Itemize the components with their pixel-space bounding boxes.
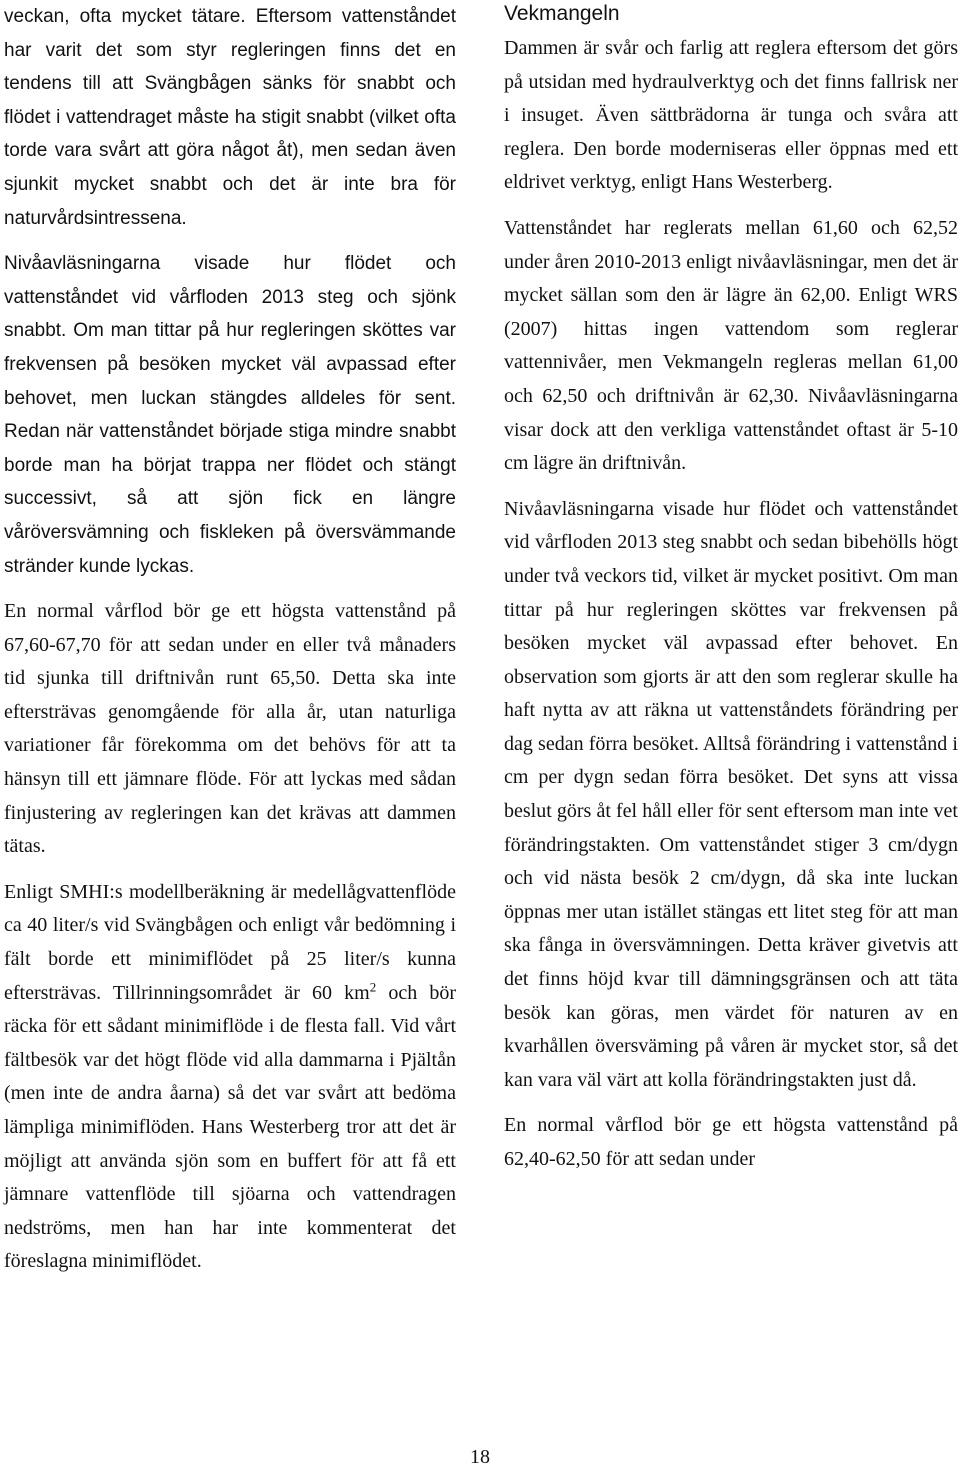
right-paragraph-3: Nivåavläsningarna visade hur flödet och vattenståndet vid vårfloden 2013 steg snabbt och sedan bibehölls högt under två veckors tid, vilket är mycket positivt. Om man tittar på hur regleringen sköttes var frekvensen på besöken mycket väl avpassad efter behovet. En observation som gjorts är att den som reglerar skulle ha haft nytta av att räkna ut vattenståndets förändring per dag sedan förra besöket. Alltså förändring i vattenstånd i cm per dygn sedan förra besöket. Det syns att vissa beslut görs åt fel håll eller för sent eftersom man inte vet förändringstakten. Om vattenståndet stiger 3 cm/dygn och vid nästa besök 2 cm/dygn, då ska inte luckan öppnas mer utan istället stängas ett litet steg för att man ska fånga in översvämningen. Detta kräver givetvis att det finns höjd kvar till dämningsgränsen och att täta besök kan göras, men värdet för naturen av en kvarhållen översväming på våren är mycket stor, så det kan vara väl värt att kolla förändringstakten just då. [504, 497, 958, 1091]
left-paragraph-2: Nivåavläsningarna visade hur flödet och vattenståndet vid vårfloden 2013 steg och sjönk snabbt. Om man tittar på hur regleringen sköttes var frekvensen på besöken mycket väl avpassad efter behovet, men luckan stängdes alldeles för sent. Redan när vattenståndet började stiga mindre snabbt borde man ha börjat trappa ner flödet och stängt successivt, så att sjön fick en längre våröversvämning och fiskleken på översvämmande stränder kunde lyckas. [4, 253, 456, 577]
page-number: 18 [470, 1446, 490, 1468]
left-paragraph-1: veckan, ofta mycket tätare. Eftersom vattenståndet har varit det som styr regleringen finns det en tendens till att Svängbågen sänks för snabbt och flödet i vattendraget måste ha stigit snabbt (vilket ofta torde vara svårt att göra något åt), men sedan även sjunkit mycket snabbt och det är inte bra för naturvårdsintressena. [4, 6, 456, 229]
right-column [504, 0, 958, 1177]
left-paragraph-4 [4, 876, 456, 1279]
left-column [4, 0, 456, 1279]
left-paragraph-3: En normal vårflod bör ge ett högsta vattenstånd på 67,60-67,70 för att sedan under en eller två månaders tid sjunka till driftnivån runt 65,50. Detta ska inte eftersträvas genomgående för alla år, utan naturliga variationer får förekomma om det behövs för att ta hänsyn till ett jämnare flöde. För att lyckas med sådan finjustering av regleringen kan det krävas att dammen tätas. [4, 600, 456, 858]
right-paragraph-4: En normal vårflod bör ge ett högsta vattenstånd på 62,40-62,50 för att sedan under [504, 1114, 958, 1170]
section-heading: Vekmangeln [504, 2, 620, 25]
left-paragraph-4-text-b: och bör räcka för ett sådant minimiflöde i de flesta fall. Vid vårt fältbesök var det högt flöde vid alla dammarna i Pjältån (men inte de andra åarna) så det var svårt att bedöma lämpliga minimiflöden. Hans Westerberg tror att det är möjligt att använda sjön som en buffert för att få ett jämnare vattenflöde till sjöarna och vattendragen nedströms, men han har inte kommenterat det föreslagna minimiflödet. [4, 981, 457, 1273]
right-paragraph-1: Dammen är svår och farlig att reglera eftersom det görs på utsidan med hydraulverktyg och det finns fallrisk ner i insuget. Även sättbrädorna är tunga och svåra att reglera. Den borde moderniseras eller öppnas med ett eldrivet verktyg, enligt Hans Westerberg. [504, 37, 958, 194]
left-paragraph-4-text-a: Enligt SMHI:s modellberäkning är medellågvattenflöde ca 40 liter/s vid Svängbågen och enligt vår bedömning i fält borde ett minimiflödet på 25 liter/s kunna eftersträvas. Tillrinningsområdet är 60 km [4, 880, 456, 1004]
right-paragraph-2: Vattenståndet har reglerats mellan 61,60 och 62,52 under åren 2010-2013 enligt nivåavläsningar, men det är mycket sällan som den är lägre än 62,00. Enligt WRS (2007) hittas ingen vattendom som reglerar vattennivåer, men Vekmangeln regleras mellan 61,00 och 62,50 och driftnivån är 62,30. Nivåavläsningarna visar dock att den verkliga vattenståndet oftast är 5-10 cm lägre än driftnivån. [504, 216, 958, 475]
superscript-two: 2 [369, 978, 377, 994]
